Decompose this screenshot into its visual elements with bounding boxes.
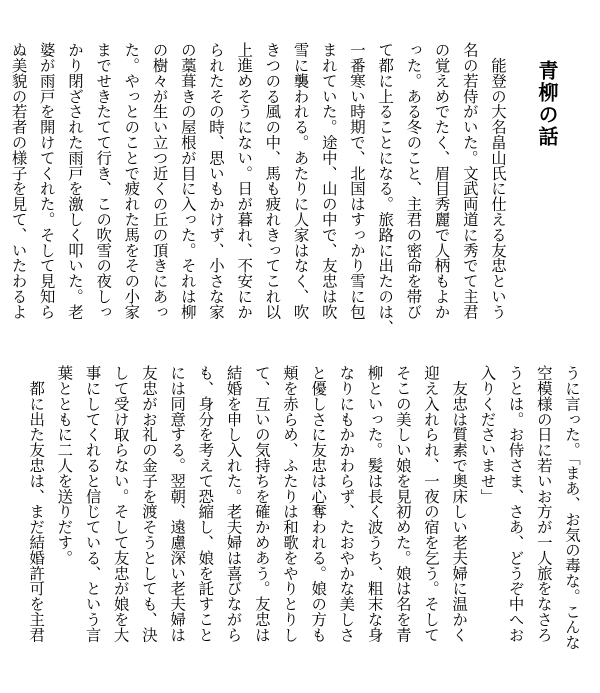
lower-text-block	[6, 365, 586, 687]
text-column: た。やっとのことで疲れた馬をその小家	[122, 42, 141, 320]
text-column: かり閉ざされた雨戸を激しく叩いた。老	[65, 42, 84, 320]
text-column: そこの美しい娘を見初めた。娘は名を青	[393, 365, 412, 643]
text-column: と優しさに友忠は心奪われる。娘の方も	[309, 365, 328, 643]
text-column: ぬ美貌の若者の様子を見て、いたわるよ	[9, 42, 28, 320]
text-column: 雪に襲われる。あたりに人家はなく、吹	[291, 42, 310, 320]
text-column: 名の若侍がいた。文武両道に秀でて主君	[460, 42, 479, 320]
text-column: うとは。お侍さま、さあ、どうぞ中へお	[506, 365, 525, 643]
text-column: 葉とともに二人を送りだす。	[55, 365, 74, 566]
text-column: 一番寒い時期で、北国はすっかり雪に包	[347, 42, 366, 320]
text-column: 事にしてくれると信じている、という言	[83, 365, 102, 643]
text-column: 入りくださいませ」	[478, 365, 497, 504]
text-column: られたその時、思いもかけず、小さな家	[206, 42, 225, 320]
text-column: 空模様の日に若いお方が一人旅をなさろ	[534, 365, 553, 643]
text-column: までせきたてて行き、この吹雪の夜しっ	[94, 42, 113, 320]
text-column: 結婚を申し入れた。老夫婦は喜びながら	[224, 365, 243, 643]
text-column: 友忠がお礼の金子を渡そうとしても、決	[139, 365, 158, 643]
text-column: 頬を赤らめ、ふたりは和歌をやりとりし	[280, 365, 299, 643]
text-column: て都に上ることになる。旅路に出たのは、	[376, 42, 395, 335]
text-column: して受け取らない。そして友忠が娘を大	[111, 365, 130, 643]
text-column: うに言った。「まあ、お気の毒な。こんな	[563, 365, 581, 650]
text-column: きつのる風の中、馬も疲れきってこれ以	[263, 42, 282, 320]
text-column: には同意する。翌朝、遠慮深い老夫婦は	[168, 365, 187, 643]
text-column: の藁葺きの屋根が目に入った。それは柳	[178, 42, 197, 320]
text-column: った。ある冬のこと、主君の密命を帯び	[404, 42, 423, 320]
story-title: 青柳の話	[535, 60, 559, 148]
text-column: 都に出た友忠は、まだ結婚許可を主君	[27, 365, 46, 643]
text-column: て、互いの気持ちを確かめあう。友忠は	[252, 365, 271, 643]
text-column: 柳といった。髪は長く波うち、粗末な身	[365, 365, 384, 643]
text-column: 能登の大名畠山氏に仕える友忠という	[489, 42, 507, 320]
text-column: も、身分を考えて恐縮し、娘を託すこと	[196, 365, 215, 643]
text-column: なりにもかかわらず、たおやかな美しさ	[337, 365, 356, 643]
text-column: まれていた。途中、山の中で、友忠は吹	[319, 42, 338, 320]
text-column: の覚えめでたく、眉目秀麗で人柄もよか	[432, 42, 451, 320]
text-column: 迎え入れられ、一夜の宿を乞う。そして	[421, 365, 440, 643]
text-column: 婆が雨戸を開けてくれた。そして見知ら	[37, 42, 56, 320]
text-column: の樹々が生い立つ近くの丘の頂きにあっ	[150, 42, 169, 320]
text-column: 友忠は質素で奥床しい老夫婦に温かく	[450, 365, 469, 643]
text-column: 上進めそうにない。日が暮れ、不安にか	[235, 42, 254, 320]
upper-text-block	[9, 42, 512, 344]
